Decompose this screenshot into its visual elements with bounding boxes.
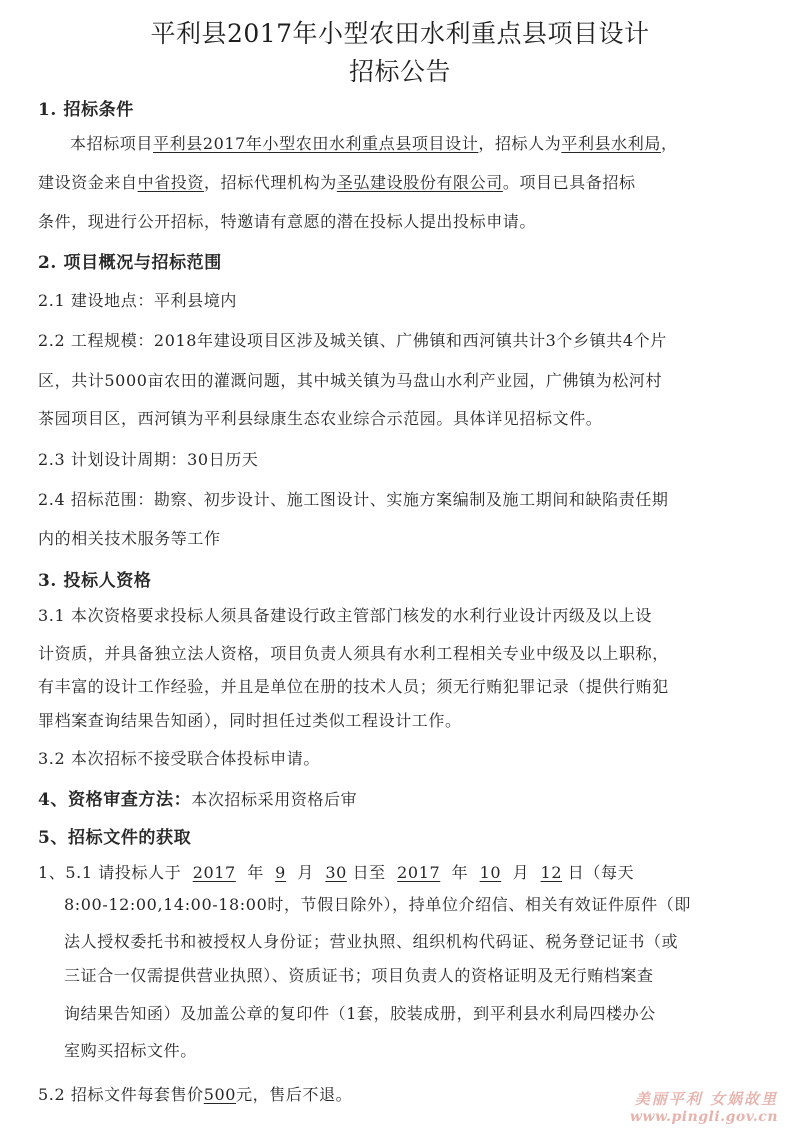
section5-heading: 5、招标文件的获取 [38, 828, 192, 848]
section1-line1: 本招标项目平利县2017年小型农田水利重点县项目设计，招标人为平利县水利局， [70, 134, 678, 153]
notice-title-line2: 招标公告 [348, 57, 451, 86]
section2-p2-line2: 区，共计5000亩农田的灌溉问题，其中城关镇为马盘山水利产业园，广佛镇为松河村 [38, 371, 663, 390]
section3-p1-line2: 计资质，并具备独立法人资格，项目负责人须具有水利工程相关专业中级及以上职称， [38, 644, 669, 663]
watermark-url: www.pingli.gov.cn [629, 1109, 778, 1125]
section4-line [38, 785, 770, 810]
section5-l4: 三证合一仅需提供营业执照）、资质证书；项目负责人的资格证明及无行贿档案查 [64, 966, 654, 985]
section5-l3: 法人授权委托书和被授权人身份证；营业执照、组织机构代码证、税务登记证书（或 [64, 932, 679, 951]
start-day: 30 [325, 863, 347, 882]
section5-l6: 室购买招标文件。 [64, 1041, 197, 1060]
watermark-slogan: 美丽平利 女娲故里 [634, 1090, 778, 1108]
section4-text: 本次招标采用资格后审 [191, 790, 358, 809]
section5-l5: 询结果告知函）及加盖公章的复印件（1套，胶装成册，到平利县水利局四楼办公 [64, 1004, 656, 1023]
section1-line3: 条件，现进行公开招标，特邀请有意愿的潜在投标人提出投标申请。 [38, 212, 537, 231]
section2-p2-line1: 2.2 工程规模：2018年建设项目区涉及城关镇、广佛镇和西河镇共计3个乡镇共4个片 [38, 331, 667, 350]
section2-p4-line1: 2.4 招标范围：勘察、初步设计、施工图设计、实施方案编制及施工期间和缺陷责任期 [38, 490, 669, 509]
section3-p1-line1: 3.1 本次资格要求投标人须具备建设行政主管部门核发的水利行业设计丙级及以上设 [38, 606, 652, 625]
section5-p2: 5.2 招标文件每套售价500元，售后不退。 [38, 1085, 353, 1104]
section3-p1-line3: 有丰富的设计工作经验，并且是单位在册的技术人员；须无行贿犯罪记录（提供行贿犯 [38, 677, 669, 696]
end-month: 10 [479, 863, 502, 882]
section4-label: 4、资格审查方法： [38, 790, 192, 810]
tenderer-name: 平利县水利局 [561, 134, 661, 153]
section2-p4-line2: 内的相关技术服务等工作 [38, 529, 221, 548]
section2-p1: 2.1 建设地点：平利县境内 [38, 291, 237, 310]
project-name: 平利县2017年小型农田水利重点县项目设计 [153, 134, 479, 153]
section2-p3: 2.3 计划设计周期：30日历天 [38, 450, 259, 469]
notice-title-line1: 平利县2017年小型农田水利重点县项目设计 [150, 19, 650, 48]
section2-heading: 2. 项目概况与招标范围 [38, 253, 222, 273]
fund-source: 中省投资 [137, 173, 205, 192]
section5-l2: 8:00-12:00,14:00-18:00时，节假日除外），持单位介绍信、相关有效证件原件（即 [64, 895, 691, 914]
agent-name: 圣弘建设股份有限公司 [336, 173, 503, 192]
end-day: 12 [540, 863, 563, 882]
start-year: 2017 [192, 863, 236, 882]
section5-l1: 1、5.1 请投标人于 2017 年 9 月 30 日至 2017 年 10 月 12 日（每天 [38, 863, 635, 882]
section1-heading: 1. 招标条件 [38, 100, 134, 120]
end-year: 2017 [397, 863, 441, 882]
section3-p2: 3.2 本次招标不接受联合体投标申请。 [38, 749, 320, 768]
start-month: 9 [275, 863, 286, 882]
section1-line2: 建设资金来自中省投资，招标代理机构为圣弘建设股份有限公司。项目已具备招标 [38, 173, 636, 192]
site-watermark [630, 1088, 778, 1125]
price: 500 [203, 1085, 237, 1104]
section3-heading: 3. 投标人资格 [38, 571, 152, 591]
section2-p2-line3: 茶园项目区，西河镇为平利县绿康生态农业综合示范园。具体详见招标文件。 [38, 409, 603, 428]
section3-p1-line4: 罪档案查询结果告知函），同时担任过类似工程设计工作。 [38, 711, 462, 730]
